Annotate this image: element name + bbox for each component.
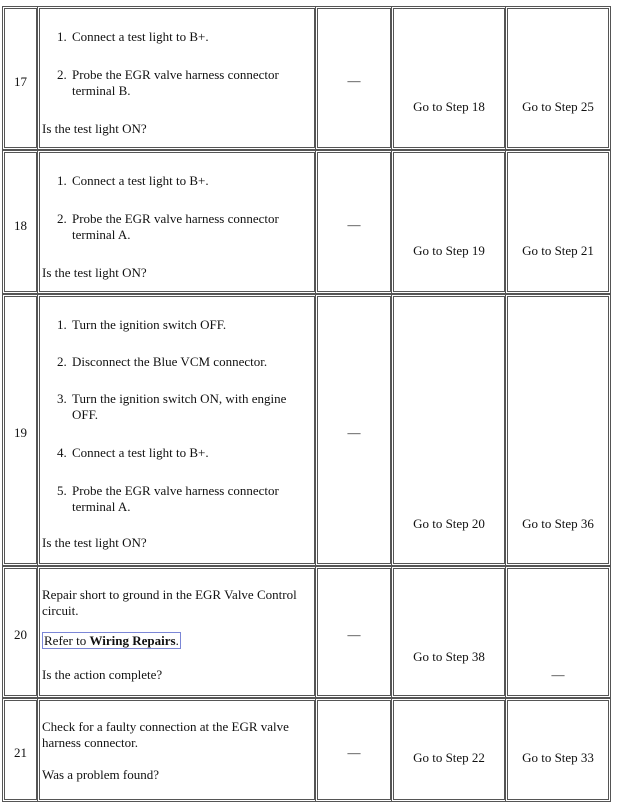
list-item: 1. Turn the ignition switch OFF.	[57, 317, 227, 332]
step-cell	[2, 294, 39, 566]
no-action: Go to Step 33	[522, 750, 594, 765]
list-item: 2. Disconnect the Blue VCM connector.	[57, 354, 268, 369]
value-text: —	[347, 217, 361, 232]
no-action: —	[551, 667, 565, 682]
value-cell	[315, 150, 393, 294]
no-cell	[505, 566, 611, 698]
yes-cell	[391, 6, 507, 150]
step-number: 19	[14, 425, 27, 440]
step-number: 21	[14, 745, 27, 760]
table-row	[0, 150, 616, 294]
value-text: —	[347, 73, 361, 88]
action-cell	[37, 698, 317, 802]
no-action: Go to Step 25	[522, 99, 594, 114]
list-item: 2. Probe the EGR valve harness connector terminal A.	[57, 211, 279, 242]
value-text: —	[347, 627, 361, 642]
yes-action: Go to Step 18	[413, 99, 485, 114]
question-text: Is the test light ON?	[42, 265, 147, 280]
list-item: 3. Turn the ignition switch ON, with engine OFF.	[57, 391, 287, 422]
value-cell	[315, 566, 393, 698]
action-text: Check for a faulty connection at the EGR valve harness connector.	[42, 719, 289, 750]
value-text: —	[347, 425, 361, 440]
table-row	[0, 6, 616, 150]
question-text: Was a problem found?	[42, 767, 159, 782]
no-cell	[505, 294, 611, 566]
wiring-repairs-reference[interactable]: Refer to Wiring Repairs.	[44, 633, 179, 648]
list-item: 1. Connect a test light to B+.	[57, 29, 209, 44]
question-text: Is the action complete?	[42, 667, 163, 682]
step-cell	[2, 698, 39, 802]
action-cell	[37, 566, 317, 698]
yes-cell	[391, 150, 507, 294]
question-text: Is the test light ON?	[42, 121, 147, 136]
yes-action: Go to Step 20	[413, 516, 485, 531]
yes-action: Go to Step 22	[413, 750, 485, 765]
table-row	[0, 566, 616, 698]
value-cell	[315, 698, 393, 802]
yes-cell	[391, 698, 507, 802]
step-number: 18	[14, 218, 27, 233]
yes-action: Go to Step 38	[413, 649, 485, 664]
wiring-repairs-link[interactable]: Wiring Repairs	[89, 633, 176, 648]
yes-cell	[391, 566, 507, 698]
yes-action: Go to Step 19	[413, 243, 485, 258]
value-cell	[315, 6, 393, 150]
table-row	[0, 698, 616, 802]
no-action: Go to Step 21	[522, 243, 594, 258]
value-text: —	[347, 745, 361, 760]
no-cell	[505, 6, 611, 150]
table-row	[0, 294, 616, 566]
action-cell	[37, 150, 317, 294]
value-cell	[315, 294, 393, 566]
list-item: 4. Connect a test light to B+.	[57, 445, 209, 460]
yes-cell	[391, 294, 507, 566]
step-cell	[2, 6, 39, 150]
step-number: 17	[14, 74, 27, 89]
list-item: 1. Connect a test light to B+.	[57, 173, 209, 188]
list-item: 5. Probe the EGR valve harness connector terminal A.	[57, 483, 279, 514]
action-cell	[37, 6, 317, 150]
no-action: Go to Step 36	[522, 516, 594, 531]
no-cell	[505, 698, 611, 802]
no-cell	[505, 150, 611, 294]
step-cell	[2, 566, 39, 698]
question-text: Is the test light ON?	[42, 535, 147, 550]
action-cell	[37, 294, 317, 566]
step-cell	[2, 150, 39, 294]
refer-line	[42, 632, 312, 649]
action-text: Repair short to ground in the EGR Valve Control circuit.	[42, 587, 297, 618]
step-number: 20	[14, 627, 27, 642]
list-item: 2. Probe the EGR valve harness connector terminal B.	[57, 67, 279, 98]
